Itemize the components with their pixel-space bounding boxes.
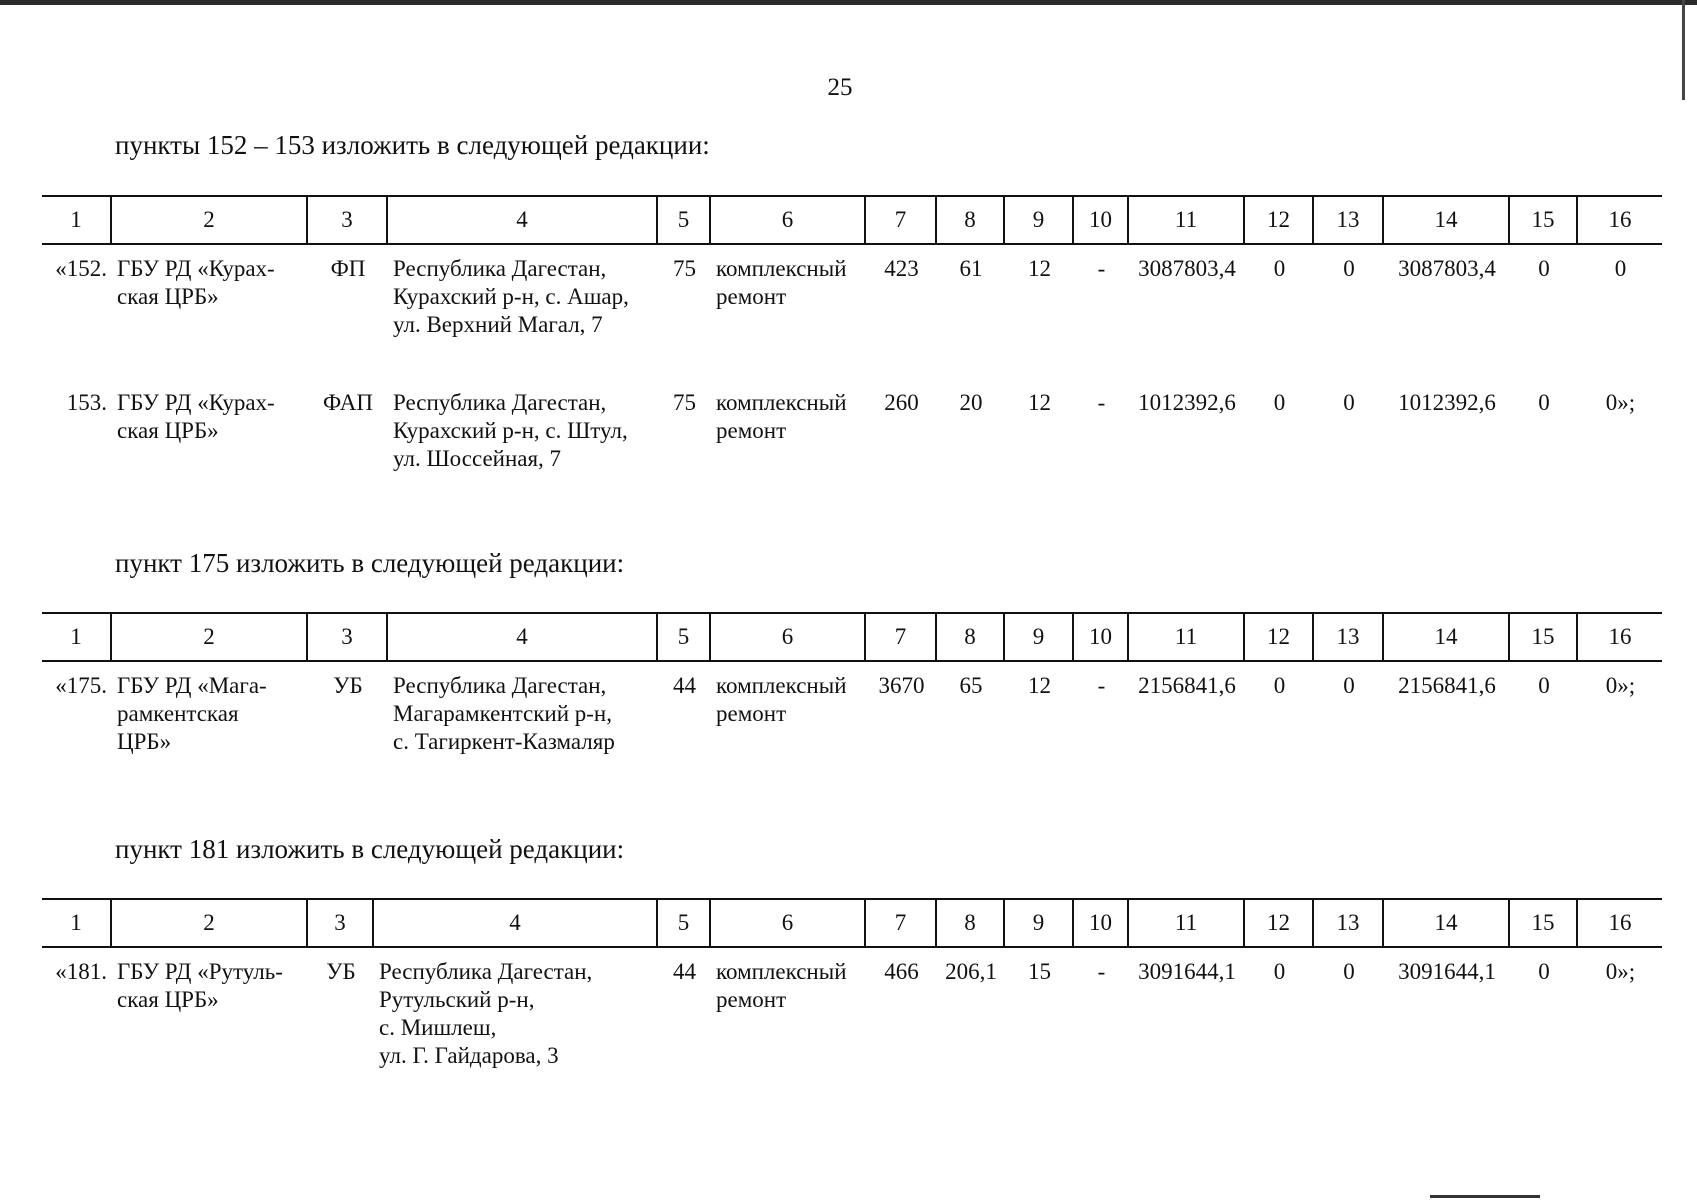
col-header: 11: [1128, 196, 1244, 244]
cell-col12: 0: [1273, 390, 1286, 415]
work-type-line: ремонт: [716, 284, 787, 309]
facility-type: ФП: [330, 256, 366, 281]
col-header: 12: [1244, 899, 1313, 947]
column-header-row: [42, 613, 1662, 661]
organization-line: ская ЦРБ»: [117, 987, 219, 1012]
facility-type: ФАП: [323, 390, 373, 415]
address-line: с. Мишлеш,: [379, 1015, 497, 1040]
cell-col13: 0: [1343, 959, 1355, 984]
work-type-line: ремонт: [716, 987, 787, 1012]
col-header: 7: [865, 196, 936, 244]
organization-cell: [111, 379, 307, 513]
address-cell: [373, 947, 657, 1082]
row-number: 153.: [66, 390, 107, 415]
section-heading-152-153: пункты 152 – 153 изложить в следующей редакции:: [115, 130, 710, 160]
cell-col15: 0: [1538, 959, 1550, 984]
cell-col11: 3087803,4: [1138, 256, 1236, 281]
table-152-153: [42, 195, 1662, 513]
table-row: [42, 244, 1662, 379]
col-header: 4: [387, 613, 657, 661]
col-header: 3: [307, 899, 373, 947]
col-header: 2: [111, 613, 307, 661]
scan-edge-top: [0, 0, 1697, 5]
work-type-cell: [710, 379, 865, 513]
col-header: 2: [111, 196, 307, 244]
col-header: 15: [1509, 613, 1577, 661]
address-line: Рутульский р-н,: [379, 987, 535, 1012]
col-header: 14: [1383, 613, 1509, 661]
col-header: 12: [1244, 196, 1313, 244]
cell-col14: 3087803,4: [1398, 256, 1496, 281]
organization-line: ская ЦРБ»: [117, 284, 219, 309]
col-header: 8: [936, 899, 1004, 947]
cell-col9: 15: [1028, 959, 1051, 984]
cell-col10: -: [1097, 959, 1106, 984]
cell-col16: 0»;: [1605, 673, 1636, 698]
cell-col9: 12: [1028, 390, 1051, 415]
address-line: Республика Дагестан,: [393, 256, 607, 281]
address-line: ул. Г. Гайдарова, 3: [379, 1043, 559, 1068]
col-header: 15: [1509, 899, 1577, 947]
col-header: 12: [1244, 613, 1313, 661]
col-header: 16: [1577, 196, 1662, 244]
address-cell: [387, 244, 657, 379]
col-header: 3: [307, 196, 387, 244]
col-header: 13: [1313, 196, 1383, 244]
col-header: 10: [1073, 613, 1128, 661]
address-cell: [387, 379, 657, 513]
address-line: с. Тагиркент-Казмаляр: [393, 729, 615, 754]
col-header: 1: [42, 899, 111, 947]
organization-line: ГБУ РД «Курах-: [117, 390, 275, 415]
col-header: 14: [1383, 196, 1509, 244]
organization-line: ЦРБ»: [117, 729, 172, 754]
col-header: 6: [710, 899, 865, 947]
cell-col11: 2156841,6: [1138, 673, 1236, 698]
col-header: 9: [1004, 196, 1073, 244]
col-header: 9: [1004, 613, 1073, 661]
address-line: ул. Верхний Магал, 7: [393, 312, 603, 337]
col-header: 13: [1313, 899, 1383, 947]
cell-col11: 3091644,1: [1138, 959, 1236, 984]
col-header: 3: [307, 613, 387, 661]
col-header: 14: [1383, 899, 1509, 947]
organization-cell: [111, 661, 307, 796]
cell-col7: 260: [884, 390, 919, 415]
cell-col8: 61: [959, 256, 983, 281]
col-header: 11: [1128, 899, 1244, 947]
address-line: Республика Дагестан,: [379, 959, 593, 984]
col-header: 16: [1577, 899, 1662, 947]
col-header: 10: [1073, 196, 1128, 244]
work-type-line: комплексный: [716, 673, 847, 698]
address-line: ул. Шоссейная, 7: [393, 446, 562, 471]
table-181: [42, 898, 1662, 1082]
table-row: [42, 947, 1662, 1082]
cell-col7: 466: [884, 959, 919, 984]
section-heading-181: пункт 181 изложить в следующей редакции:: [115, 834, 625, 864]
address-line: Республика Дагестан,: [393, 673, 607, 698]
cell-col10: -: [1097, 390, 1106, 415]
col-header: 1: [42, 196, 111, 244]
row-number: «152.: [55, 256, 107, 281]
cell-col12: 0: [1273, 959, 1286, 984]
organization-cell: [111, 947, 307, 1082]
cell-col7: 3670: [878, 673, 925, 698]
work-type-line: ремонт: [716, 418, 787, 443]
address-line: Магарамкентский р-н,: [393, 701, 612, 726]
address-line: Курахский р-н, с. Ашар,: [393, 284, 629, 309]
cell-col12: 0: [1273, 673, 1286, 698]
cell-col16: 0: [1614, 256, 1627, 281]
work-type-cell: [710, 661, 865, 796]
col-header: 8: [936, 613, 1004, 661]
col-header: 16: [1577, 613, 1662, 661]
col-header: 5: [657, 196, 710, 244]
cell-col13: 0: [1343, 256, 1355, 281]
cell-col12: 0: [1273, 256, 1286, 281]
page-number: 25: [827, 74, 853, 101]
cell-col16: 0»;: [1605, 959, 1636, 984]
col-header: 7: [865, 899, 936, 947]
organization-cell: [111, 244, 307, 379]
cell-col13: 0: [1343, 673, 1355, 698]
col-header: 4: [387, 196, 657, 244]
cell-col15: 0: [1538, 256, 1550, 281]
cell-col14: 2156841,6: [1398, 673, 1496, 698]
cell-col15: 0: [1538, 673, 1550, 698]
col-header: 7: [865, 613, 936, 661]
col-header: 1: [42, 613, 111, 661]
cell-col8: 65: [959, 673, 983, 698]
cell-col5: 44: [673, 959, 696, 984]
cell-col13: 0: [1343, 390, 1355, 415]
work-type-line: ремонт: [716, 701, 787, 726]
address-cell: [387, 661, 657, 796]
work-type-line: комплексный: [716, 959, 847, 984]
table-row: [42, 379, 1662, 513]
section-heading-175: пункт 175 изложить в следующей редакции:: [115, 548, 625, 578]
cell-col14: 3091644,1: [1398, 959, 1496, 984]
cell-col5: 75: [673, 390, 696, 415]
cell-col9: 12: [1028, 673, 1051, 698]
work-type-line: комплексный: [716, 390, 847, 415]
row-number: «181.: [55, 959, 107, 984]
cell-col16: 0»;: [1605, 390, 1636, 415]
cell-col9: 12: [1028, 256, 1051, 281]
col-header: 15: [1509, 196, 1577, 244]
cell-col10: -: [1097, 673, 1106, 698]
col-header: 10: [1073, 899, 1128, 947]
table-row: [42, 661, 1662, 796]
address-line: Республика Дагестан,: [393, 390, 607, 415]
col-header: 5: [657, 899, 710, 947]
col-header: 13: [1313, 613, 1383, 661]
col-header: 6: [710, 196, 865, 244]
col-header: 2: [111, 899, 307, 947]
column-header-row: [42, 899, 1662, 947]
facility-type: УБ: [326, 959, 356, 984]
scan-edge-bottom: [1430, 1195, 1540, 1198]
cell-col8: 206,1: [945, 959, 997, 984]
col-header: 8: [936, 196, 1004, 244]
organization-line: ГБУ РД «Мага-: [117, 673, 267, 698]
col-header: 5: [657, 613, 710, 661]
organization-line: ГБУ РД «Курах-: [117, 256, 275, 281]
col-header: 11: [1128, 613, 1244, 661]
organization-line: ская ЦРБ»: [117, 418, 219, 443]
address-line: Курахский р-н, с. Штул,: [393, 418, 628, 443]
organization-line: ГБУ РД «Рутуль-: [117, 959, 283, 984]
cell-col15: 0: [1538, 390, 1550, 415]
organization-line: рамкентская: [117, 701, 239, 726]
cell-col8: 20: [959, 390, 983, 415]
column-header-row: [42, 196, 1662, 244]
work-type-line: комплексный: [716, 256, 847, 281]
facility-type: УБ: [333, 673, 363, 698]
col-header: 4: [373, 899, 657, 947]
cell-col10: -: [1097, 256, 1106, 281]
cell-col14: 1012392,6: [1398, 390, 1496, 415]
cell-col5: 44: [673, 673, 696, 698]
cell-col5: 75: [673, 256, 696, 281]
work-type-cell: [710, 947, 865, 1082]
col-header: 6: [710, 613, 865, 661]
work-type-cell: [710, 244, 865, 379]
table-175: [42, 612, 1662, 796]
scan-edge-right: [1682, 0, 1685, 100]
col-header: 9: [1004, 899, 1073, 947]
cell-col11: 1012392,6: [1138, 390, 1236, 415]
cell-col7: 423: [884, 256, 919, 281]
row-number: «175.: [55, 673, 107, 698]
